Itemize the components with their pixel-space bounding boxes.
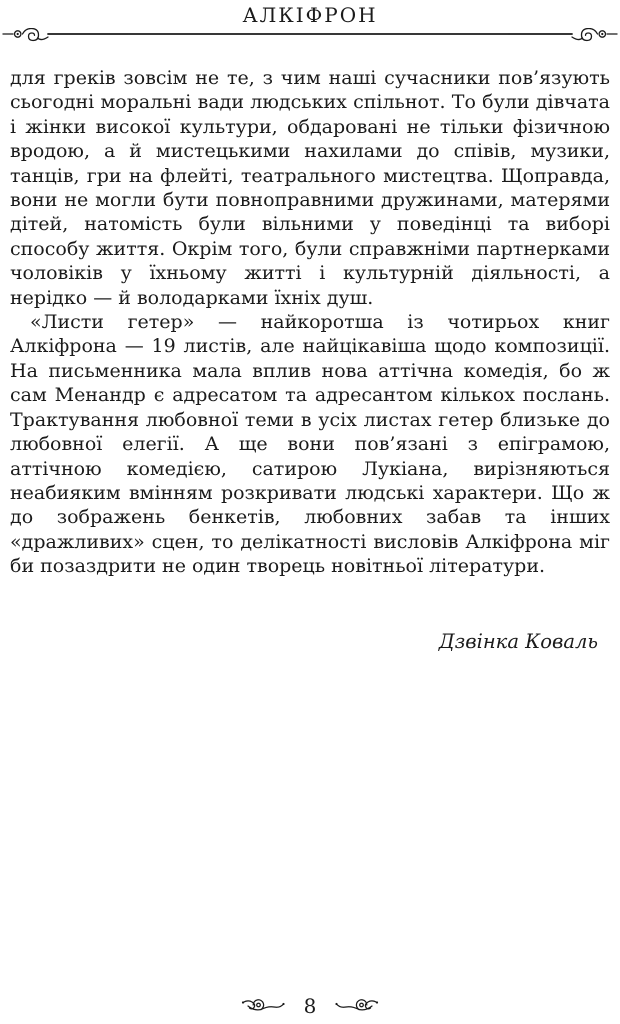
running-title: АЛКІФРОН [242,3,378,27]
footer-left-flourish-icon [240,997,286,1015]
page-header [0,0,620,46]
header-left-swirl-icon [3,29,48,41]
paragraph-continuation: для греків зовсім не те, з чим наші сучасники пов’язують сьогодні моральні вади людських спільнот. То були дівчата і жінки високої культури, обдаровані не тільки фізичною вродою, а й мистецькими нахилами до співів, музики, танців, гри на флейті, театрального мистецтва. Щоправда, вони не могли бути повноправними дружинами, матерями дітей, натомість були вільними у поведінці та виборі способу життя. Окрім того, були справжніми партнерками чоловіків у їхньому житті і культурній діяльності, а нерідко — й володарками їхніх душ. [10,67,610,309]
page-footer [0,996,620,1016]
header-right-swirl-icon [572,29,617,41]
body-text [10,66,610,579]
page-number: 8 [303,994,317,1018]
paragraph-letters-of-hetaerae: «Листи гетер» — найкоротша із чотирьох книг Алкіфрона — 19 листів, але найцікавіша щодо композиції. На письменника мала вплив нова аттічна комедія, бо ж сам Менандр є адресатом та адресантом кількох послань. Трактування любовної теми в усіх листах гетер близьке до любовної елегії. А ще вони пов’язані з епіграмою, аттічною комедією, сатирою Лукіана, вирізняються неабияким вмінням розкривати людські характери. Що ж до зображень бенкетів, любовних забав та інших «дражливих» сцен, то делікатності висловів Алкіфрона міг би позаздрити не один творець новітньої літератури. [10,311,610,578]
footer-right-flourish-icon [334,997,380,1015]
author-signature: Дзвінка Коваль [438,629,598,653]
header-flourish-rule-icon [0,28,620,46]
